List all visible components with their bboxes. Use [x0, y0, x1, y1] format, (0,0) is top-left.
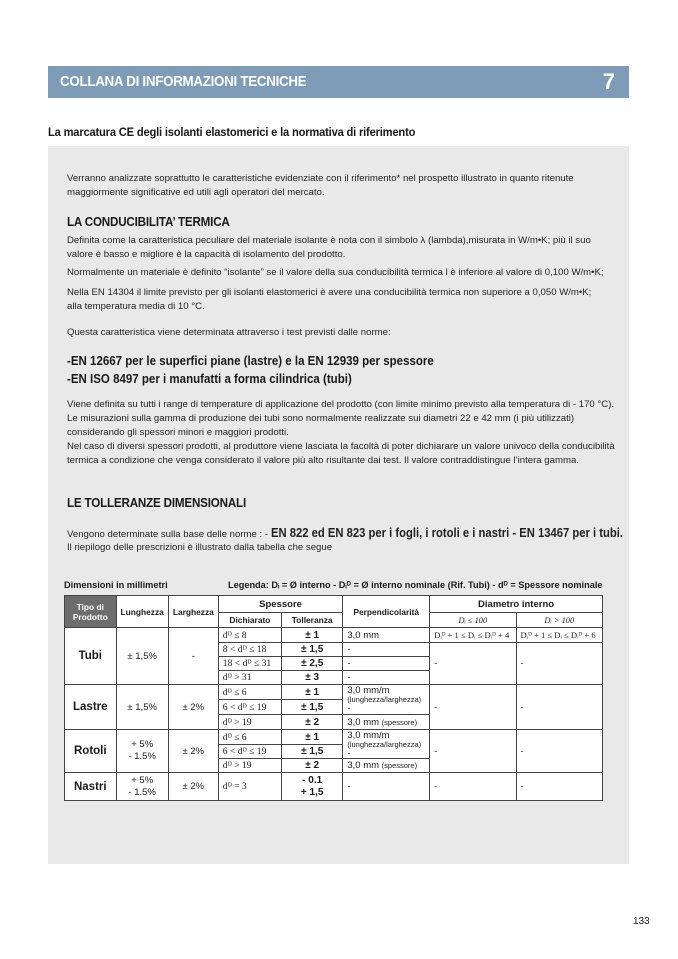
- header-d-le-100: Dᵢ ≤ 100: [430, 613, 516, 628]
- rotoli-dich-3: dᴰ > 19: [218, 759, 281, 773]
- s1-p1-line-2: valore è basso e migliore è la capacità di isolamento del prodotto.: [67, 249, 346, 260]
- lastre-perp-1-value: 3,0 mm/m: [347, 685, 390, 696]
- s2-line-2: Il riepilogo delle prescrizioni è illustrato dalla tabella che segue: [67, 542, 333, 553]
- tubi-perp-1: 3,0 mm: [343, 628, 430, 643]
- tubi-d-gt-2: -: [516, 643, 602, 685]
- product-lastre: Lastre: [65, 685, 117, 730]
- nastri-d-gt: -: [516, 773, 602, 801]
- rotoli-d-le: -: [430, 730, 516, 773]
- section-title-conducibilita: LA CONDUCIBILITA’ TERMICA: [67, 215, 230, 229]
- header-bar: [48, 66, 629, 98]
- s2-line-1: [67, 526, 662, 542]
- rotoli-perp-1-dash: -: [347, 747, 351, 759]
- header-larghezza: Larghezza: [168, 596, 218, 628]
- s1-p3-line-1: Nella EN 14304 il limite previsto per gli isolanti elastomerici è avere una conducibilità termica non superiore a 0,050 W/m•K;: [67, 287, 592, 298]
- rotoli-perp-1-value: 3,0 mm/m: [347, 729, 390, 741]
- nastri-perp: -: [343, 773, 430, 801]
- product-rotoli: Rotoli: [65, 730, 117, 773]
- chapter-number: 7: [602, 69, 615, 94]
- lastre-perp-1: [343, 685, 430, 715]
- rotoli-perp-2: [343, 759, 430, 773]
- header-diametro: Diametro interno: [430, 596, 603, 613]
- lastre-perp-2-note: (spessore): [381, 717, 418, 727]
- rotoli-tol-2: ± 1,5: [282, 745, 343, 759]
- s1-p5-line-1: Viene definita su tutti i range di temperature di applicazione del prodotto (con limite minimo previsto alla temperatura di - 170 °C).: [67, 399, 615, 410]
- product-tubi: Tubi: [65, 628, 117, 685]
- rotoli-dich-1: dᴰ ≤ 6: [218, 730, 281, 745]
- tubi-tol-4: ± 3: [282, 671, 343, 685]
- rotoli-perp-2-note: (spessore): [381, 761, 418, 770]
- tubi-larghezza: -: [168, 628, 218, 685]
- tubi-d-le-2: -: [430, 643, 516, 685]
- s1-p5-line-3: considerando gli spessori minori e maggiori prodotti.: [67, 427, 289, 438]
- s1-p5-line-2: Le misurazioni sulla gamma di produzione dei tubi sono normalmente realizzate sui diametri 22 e 42 mm (i più utilizzati): [67, 413, 575, 424]
- nastri-lunghezza: [116, 773, 168, 801]
- lastre-dich-2: 6 < dᴰ ≤ 19: [218, 700, 281, 715]
- s1-p5-line-4: Nel caso di diversi spessori prodotti, al produttore viene lasciata la facoltà di poter dichiarare un valore univoco della conducibilità: [67, 441, 615, 452]
- intro-line-1: Verranno analizzate soprattutto le caratteristiche evidenziate con il riferimento* nel prospetto illustrato in quanto ritenute: [67, 173, 574, 184]
- header-spessore: Spessore: [218, 596, 343, 613]
- table-row: [65, 773, 603, 801]
- tubi-perp-4: -: [343, 671, 430, 685]
- nastri-tol: [282, 773, 343, 801]
- lastre-perp-1-dash: -: [347, 703, 351, 714]
- lastre-tol-1: ± 1: [282, 685, 343, 700]
- lastre-perp-2: [343, 715, 430, 730]
- lastre-tol-2: ± 1,5: [282, 700, 343, 715]
- s1-p1-line-1: Definita come la caratteristica peculiare del materiale isolante è nota con il simbolo λ (lambda),misurata in W/m•K; più il suo: [67, 235, 591, 246]
- tubi-perp-2: -: [343, 643, 430, 657]
- lastre-d-gt: -: [516, 685, 602, 730]
- lastre-larghezza: ± 2%: [168, 685, 218, 730]
- tubi-tol-3: ± 2,5: [282, 657, 343, 671]
- nastri-dich: dᴰ = 3: [218, 773, 281, 801]
- header-tipo-line2: Prodotto: [72, 611, 108, 622]
- tubi-d-gt-1: Dᵢᴰ + 1 ≤ Dᵢ ≤ Dᵢᴰ + 6: [516, 628, 602, 643]
- section-title-tolleranze: LE TOLLERANZE DIMENSIONALI: [67, 496, 247, 510]
- header-perpendicolarita: Perpendicolarità: [343, 596, 430, 628]
- nastri-tol-plus: + 1,5: [300, 786, 324, 798]
- page-subtitle: La marcatura CE degli isolanti elastomerici e la normativa di riferimento: [48, 125, 416, 139]
- header-tipo-prodotto: [65, 596, 117, 628]
- rotoli-lunghezza-minus: - 1.5%: [128, 751, 156, 762]
- rotoli-lunghezza: [116, 730, 168, 773]
- rotoli-d-gt: -: [516, 730, 602, 773]
- rotoli-perp-1-note: (lunghezza/larghezza): [347, 739, 422, 749]
- s1-p4: Questa caratteristica viene determinata attraverso i test previsti dalle norme:: [67, 327, 391, 338]
- lastre-perp-1-note: (lunghezza/larghezza): [347, 695, 422, 704]
- tubi-lunghezza: ± 1,5%: [116, 628, 168, 685]
- tubi-d-le-1: Dᵢᴰ + 1 ≤ Dᵢ ≤ Dᵢᴰ + 4: [430, 628, 516, 643]
- header-dichiarato: Dichiarato: [218, 613, 281, 628]
- norm-line-2: -EN ISO 8497 per i manufatti a forma cilindrica (tubi): [67, 371, 352, 386]
- rotoli-tol-1: ± 1: [282, 730, 343, 745]
- s1-p2: Normalmente un materiale è definito “isolante” se il valore della sua conducibilità termica l è inferiore al valore di 0,100 W/m•K;: [67, 267, 604, 278]
- lastre-perp-2-value: 3,0 mm: [347, 716, 380, 728]
- header-title: COLLANA DI INFORMAZIONI TECNICHE: [60, 74, 307, 90]
- tolerance-table: [64, 595, 603, 801]
- nastri-lunghezza-plus: + 5%: [131, 774, 154, 786]
- tubi-tol-2: ± 1,5: [282, 643, 343, 657]
- lastre-dich-1: dᴰ ≤ 6: [218, 685, 281, 700]
- intro-line-2: maggiormente significative ed utili agli operatori del mercato.: [67, 187, 325, 198]
- table-units-label: Dimensioni in millimetri: [64, 580, 168, 590]
- tubi-dich-1: dᴰ ≤ 8: [218, 628, 281, 643]
- s1-p3-line-2: alla temperatura media di 10 °C.: [67, 301, 205, 312]
- table-legend: Legenda: Dᵢ = Ø interno - Dᵢᴰ = Ø interno nominale (Rif. Tubi) - dᴰ = Spessore nominale: [228, 580, 603, 590]
- s2-line-1-bold: EN 822 ed EN 823 per i fogli, i rotoli e i nastri - EN 13467 per i tubi.: [270, 526, 623, 540]
- header-tipo-line1: Tipo di: [76, 601, 104, 612]
- rotoli-perp-1: [343, 730, 430, 759]
- nastri-lunghezza-minus: - 1.5%: [128, 786, 156, 798]
- rotoli-perp-2-value: 3,0 mm: [347, 760, 380, 771]
- nastri-larghezza: ± 2%: [168, 773, 218, 801]
- rotoli-dich-2: 6 < dᴰ ≤ 19: [218, 745, 281, 759]
- rotoli-tol-3: ± 2: [282, 759, 343, 773]
- table-row: [65, 685, 603, 700]
- nastri-tol-minus: - 0.1: [302, 774, 323, 786]
- rotoli-larghezza: ± 2%: [168, 730, 218, 773]
- header-tolleranza: Tolleranza: [282, 613, 343, 628]
- header-lunghezza: Lunghezza: [116, 596, 168, 628]
- lastre-dich-3: dᴰ > 19: [218, 715, 281, 730]
- tubi-dich-3: 18 < dᴰ ≤ 31: [218, 657, 281, 671]
- rotoli-lunghezza-plus: + 5%: [131, 739, 154, 750]
- page-number: 133: [633, 916, 650, 927]
- lastre-d-le: -: [430, 685, 516, 730]
- nastri-d-le: -: [430, 773, 516, 801]
- s1-p5-line-5: termica a condizione che venga considerato il valore più alto risultante dai test. Il valore contraddistingue l’intera gamma.: [67, 455, 579, 466]
- header-d-gt-100: Dᵢ > 100: [516, 613, 602, 628]
- lastre-tol-3: ± 2: [282, 715, 343, 730]
- tubi-tol-1: ± 1: [282, 628, 343, 643]
- tubi-perp-3: -: [343, 657, 430, 671]
- lastre-lunghezza: ± 1,5%: [116, 685, 168, 730]
- tubi-dich-2: 8 < dᴰ ≤ 18: [218, 643, 281, 657]
- tubi-dich-4: dᴰ > 31: [218, 671, 281, 685]
- table-row: [65, 730, 603, 745]
- product-nastri: Nastri: [65, 773, 117, 801]
- norm-line-1: -EN 12667 per le superfici piane (lastre) e la EN 12939 per spessore: [67, 353, 434, 368]
- table-row: [65, 628, 603, 643]
- s2-line-1-prefix: Vengono determinate sulla base delle norme : -: [67, 529, 271, 540]
